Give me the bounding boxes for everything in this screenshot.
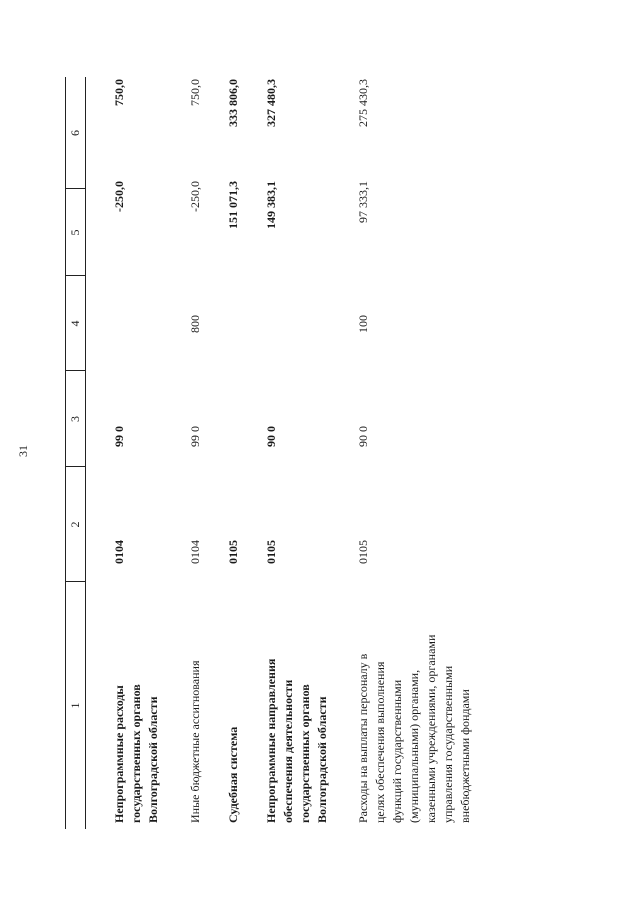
row-total-value: 750,0 xyxy=(188,79,202,106)
row-change-value: -250,0 xyxy=(188,181,202,212)
row-section-code: 0105 xyxy=(226,540,240,564)
row-section-code: 0104 xyxy=(112,540,126,564)
row-total-value: 333 806,0 xyxy=(226,79,240,127)
row-name: Судебная система xyxy=(226,726,240,823)
column-header-3: 3 xyxy=(68,416,82,422)
row-name: Непрограммные расходы государственных органов Волгоградской области xyxy=(112,684,160,823)
row-program-code: 90 0 xyxy=(356,426,370,447)
row-program-code: 90 0 xyxy=(264,426,278,447)
row-section-code: 0105 xyxy=(356,540,370,564)
row-total-value: 275 430,3 xyxy=(356,79,370,127)
rotated-table xyxy=(65,77,635,829)
row-section-code: 0105 xyxy=(264,540,278,564)
row-section-code: 0104 xyxy=(188,540,202,564)
row-program-code: 99 0 xyxy=(112,426,126,447)
row-change-value: 149 383,1 xyxy=(264,181,278,229)
column-header-2: 2 xyxy=(68,521,82,528)
row-total-value: 327 480,3 xyxy=(264,79,278,127)
column-header-6: 6 xyxy=(68,130,82,136)
row-program-code: 99 0 xyxy=(188,426,202,447)
row-change-value: -250,0 xyxy=(112,181,126,212)
row-expense-type: 800 xyxy=(188,315,202,333)
row-expense-type: 100 xyxy=(356,315,370,333)
column-header-5: 5 xyxy=(68,229,82,236)
column-header-1: 1 xyxy=(68,702,82,709)
row-change-value: 97 333,1 xyxy=(356,181,370,223)
header-bottom-border xyxy=(85,77,86,829)
row-change-value: 151 071,3 xyxy=(226,181,240,229)
row-name: Непрограммные направления обеспечения деятельности государственных органов Волгоградской области xyxy=(264,658,329,823)
row-name: Иные бюджетные ассигнования xyxy=(188,660,202,823)
row-total-value: 750,0 xyxy=(112,79,126,106)
column-header-4: 4 xyxy=(68,320,82,327)
page-number: 31 xyxy=(16,445,30,457)
row-name: Расходы на выплаты персоналу в целях обеспечения выполнения функций государственными (муниципальными) органами, казенными учреждениями, органами управления государственными внебюджетными фондами xyxy=(356,634,472,823)
